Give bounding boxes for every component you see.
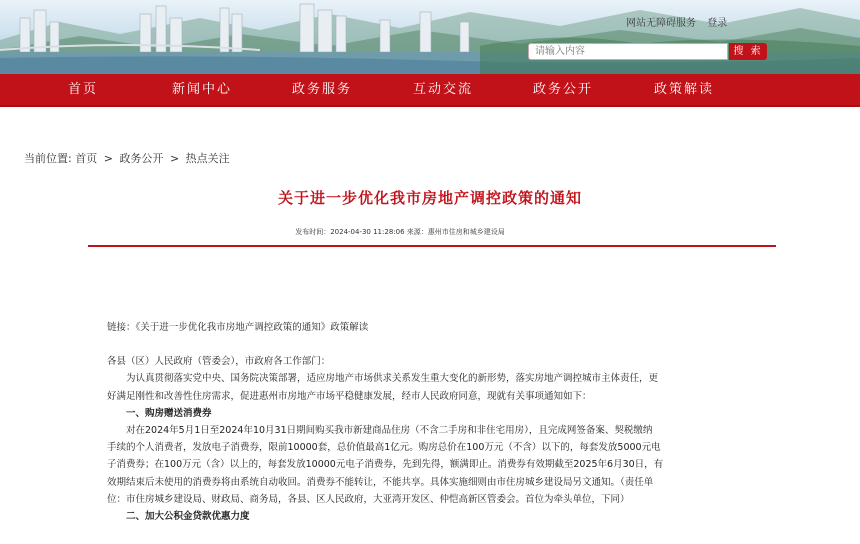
top-links xyxy=(626,14,735,29)
paragraph: 对在2024年5月1日至2024年10月31日期间购买我市新建商品住房（不含二手房和非住宅用房），且完成网签备案、契税缴纳 xyxy=(126,425,653,437)
paragraph: 好满足刚性和改善性住房需求，促进惠州市房地产市场平稳健康发展，经市人民政府同意，现就有关事项通知如下： xyxy=(107,390,592,402)
breadcrumb-home[interactable]: 首页 xyxy=(75,152,98,165)
paragraph: 手续的个人消费者，发放电子消费券，限前10000套，总价值最高1亿元。购房总价在100万元（不含）以下的，每套发放5000元电 xyxy=(107,442,661,454)
section-heading-1: 一、购房赠送消费券 xyxy=(126,407,212,419)
nav-item-news[interactable]: 新闻中心 xyxy=(172,82,233,97)
paragraph: 子消费券；在100万元（含）以上的，每套发放10000元电子消费券，先到先得，额满即止。消费券有效期截至2025年6月30日，有 xyxy=(107,459,664,471)
related-link[interactable]: 链接：《关于进一步优化我市房地产调控政策的通知》政策解读 xyxy=(107,322,369,333)
article-meta: 发布时间：2024-04-30 11:28:06 来源：惠州市住房和城乡建设局 xyxy=(295,228,505,236)
breadcrumb-hot-topics[interactable]: 热点关注 xyxy=(185,152,230,165)
nav-item-policy[interactable]: 政策解读 xyxy=(654,82,715,97)
paragraph: 效期结束后未使用的消费券将由系统自动收回。消费券不能转让，不能共享。具体实施细则由市住房城乡建设局另文通知。（责任单 xyxy=(107,476,654,488)
accessibility-link[interactable]: 网站无障碍服务 xyxy=(626,18,696,29)
section-heading-2: 二、加大公积金贷款优惠力度 xyxy=(126,511,250,523)
paragraph: 位：市住房城乡建设局、财政局、商务局，各县、区人民政府，大亚湾开发区、仲恺高新区管委会。首位为牵头单位，下同） xyxy=(107,493,630,505)
breadcrumb-separator: > xyxy=(169,152,180,165)
city-skyline-image xyxy=(0,0,860,74)
salutation: 各县（区）人民政府（管委会），市政府各工作部门： xyxy=(107,356,331,368)
breadcrumb xyxy=(24,150,230,166)
search-button[interactable]: 搜 索 xyxy=(729,43,767,60)
search-input[interactable]: 请输入内容 xyxy=(528,43,728,60)
breadcrumb-separator: > xyxy=(103,152,113,165)
main-nav xyxy=(0,74,860,107)
breadcrumb-prefix: 当前位置: xyxy=(24,152,72,165)
title-divider xyxy=(88,245,776,247)
nav-item-disclosure[interactable]: 政务公开 xyxy=(533,82,594,97)
nav-item-services[interactable]: 政务服务 xyxy=(292,82,353,97)
nav-item-home[interactable]: 首页 xyxy=(68,82,99,97)
article-body xyxy=(107,319,697,525)
login-link[interactable]: 登录 xyxy=(707,18,728,29)
breadcrumb-disclosure[interactable]: 政务公开 xyxy=(119,152,164,165)
paragraph: 为认真贯彻落实党中央、国务院决策部署，适应房地产市场供求关系发生重大变化的新形势，落实房地产调控城市主体责任，更 xyxy=(126,373,659,385)
article-title: 关于进一步优化我市房地产调控政策的通知 xyxy=(277,189,582,207)
nav-item-interaction[interactable]: 互动交流 xyxy=(413,82,474,97)
header-banner xyxy=(0,0,860,74)
